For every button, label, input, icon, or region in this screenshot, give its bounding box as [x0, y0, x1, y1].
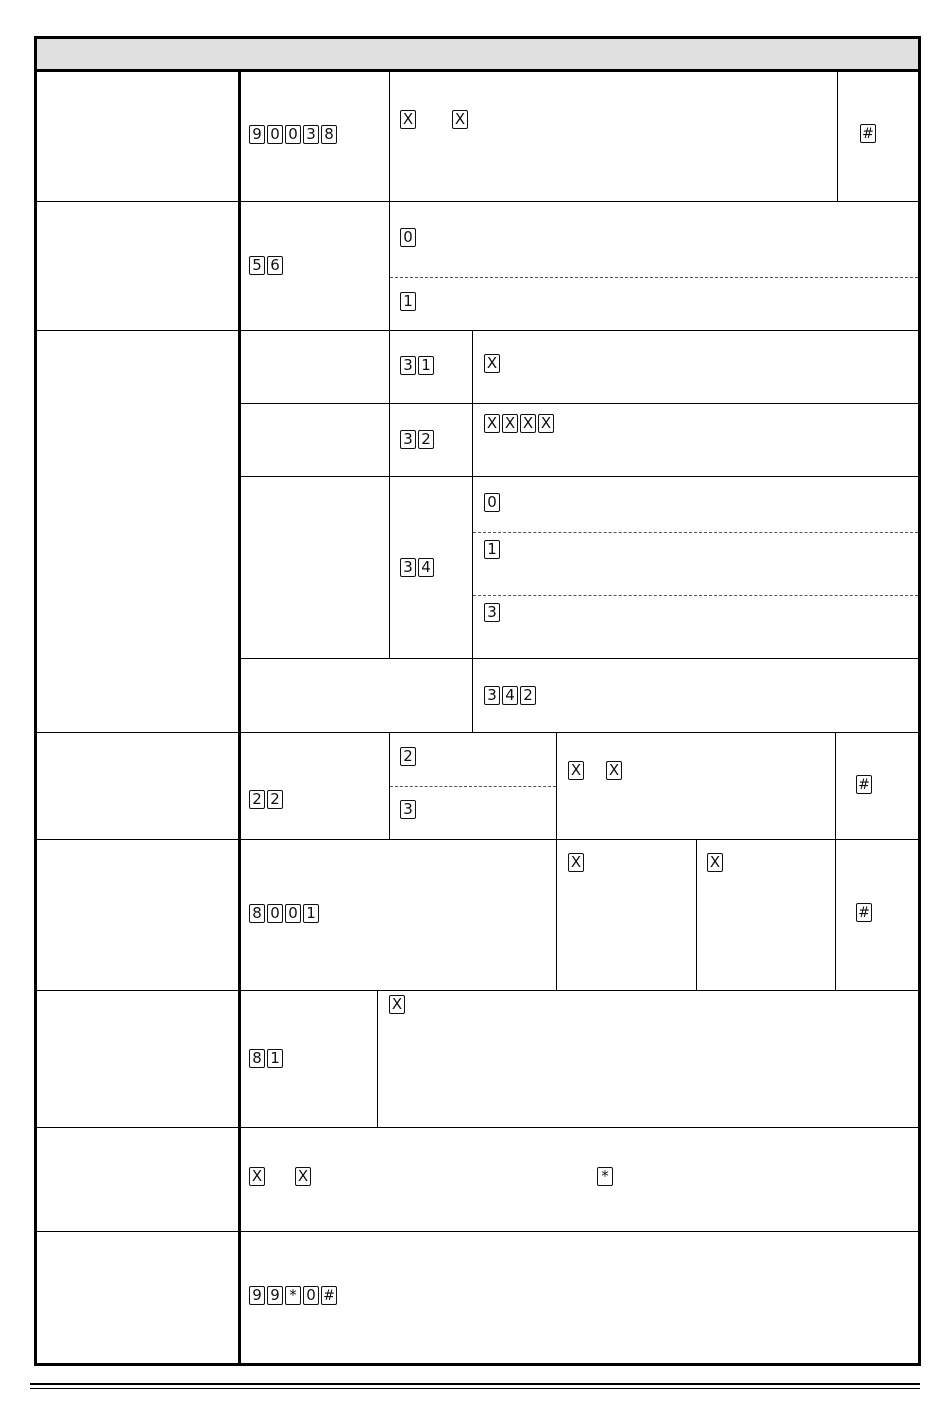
key: X	[502, 414, 518, 433]
key: 4	[418, 558, 434, 577]
key: 3	[400, 430, 416, 449]
subrow-divider	[239, 403, 918, 404]
divider	[389, 69, 390, 202]
key: 9	[249, 1286, 265, 1305]
hash-key: #	[856, 903, 872, 922]
divider	[837, 69, 838, 202]
divider	[696, 840, 697, 990]
row1-terminator	[860, 124, 876, 143]
key: 8	[249, 1049, 265, 1068]
row-divider	[37, 1231, 918, 1232]
key: 3	[484, 603, 500, 622]
row3a-value	[484, 354, 500, 373]
row4-terminator	[856, 775, 872, 794]
star-key: *	[597, 1167, 613, 1186]
hash-key: #	[321, 1286, 337, 1305]
key: 9	[267, 1286, 283, 1305]
row8-code	[249, 1286, 337, 1305]
key: 0	[267, 125, 283, 144]
row3d-code	[484, 686, 536, 705]
row-divider	[37, 990, 918, 991]
row5-terminator	[856, 903, 872, 922]
row3c-code	[400, 558, 434, 577]
row1-value	[400, 110, 468, 129]
key: 5	[249, 256, 265, 275]
subrow-divider	[239, 658, 918, 659]
footer-rule	[30, 1388, 920, 1389]
key: X	[568, 853, 584, 872]
key: 1	[418, 356, 434, 375]
key: 2	[249, 790, 265, 809]
divider	[377, 991, 378, 1127]
key: X	[568, 761, 584, 780]
programming-table	[34, 36, 921, 1366]
row3c-option-0	[484, 493, 500, 512]
table-header-bar	[37, 39, 918, 72]
row-divider	[37, 201, 918, 202]
row3a-code	[400, 356, 434, 375]
key: 1	[303, 904, 319, 923]
key: 0	[484, 493, 500, 512]
key: 0	[285, 125, 301, 144]
key: 0	[303, 1286, 319, 1305]
key: 8	[249, 904, 265, 923]
row4-option-1	[400, 800, 416, 819]
column-divider	[238, 69, 241, 1364]
key: X	[249, 1167, 265, 1186]
key: 9	[249, 125, 265, 144]
key: 1	[267, 1049, 283, 1068]
hash-key: #	[856, 775, 872, 794]
key: 3	[484, 686, 500, 705]
row1-code	[249, 125, 337, 144]
row2-option-0	[400, 228, 416, 247]
key: 1	[484, 540, 500, 559]
option-divider	[390, 277, 918, 278]
key: 0	[267, 904, 283, 923]
row3b-value	[484, 414, 554, 433]
option-divider	[473, 532, 918, 533]
row3b-code	[400, 430, 434, 449]
row-divider	[37, 330, 918, 331]
key: 3	[400, 558, 416, 577]
key: 3	[400, 356, 416, 375]
key: 3	[400, 800, 416, 819]
key: 0	[400, 228, 416, 247]
row2-code	[249, 256, 283, 275]
key: X	[538, 414, 554, 433]
hash-key: #	[860, 124, 876, 143]
key: 4	[502, 686, 518, 705]
row4-value	[568, 761, 622, 780]
key: 6	[267, 256, 283, 275]
footer-rule	[30, 1383, 920, 1385]
key: X	[484, 354, 500, 373]
row3c-option-1	[484, 540, 500, 559]
key: 0	[285, 904, 301, 923]
divider	[556, 733, 557, 990]
row7-value	[249, 1167, 311, 1186]
row4-code	[249, 790, 283, 809]
key: 2	[418, 430, 434, 449]
key: 8	[321, 125, 337, 144]
option-divider	[473, 595, 918, 596]
subrow-divider	[239, 476, 918, 477]
divider	[835, 733, 836, 990]
row-divider	[37, 1127, 918, 1128]
key: X	[606, 761, 622, 780]
row4-option-0	[400, 747, 416, 766]
row7-star	[597, 1167, 613, 1186]
key: X	[400, 110, 416, 129]
star-key: *	[285, 1286, 301, 1305]
key: X	[389, 995, 405, 1014]
row6-code	[249, 1049, 283, 1068]
row3c-option-2	[484, 603, 500, 622]
row5-value-a	[568, 853, 584, 872]
key: 2	[520, 686, 536, 705]
key: X	[707, 853, 723, 872]
divider	[389, 202, 390, 331]
row2-option-1	[400, 292, 416, 311]
key: 2	[400, 747, 416, 766]
row5-code	[249, 904, 319, 923]
key: 3	[303, 125, 319, 144]
divider	[389, 331, 390, 658]
key: X	[295, 1167, 311, 1186]
key: 2	[267, 790, 283, 809]
key: X	[520, 414, 536, 433]
key: 1	[400, 292, 416, 311]
row-divider	[37, 732, 918, 733]
row5-value-b	[707, 853, 723, 872]
row6-value	[389, 995, 405, 1014]
key: X	[452, 110, 468, 129]
option-divider	[390, 786, 556, 787]
row-divider	[37, 839, 918, 840]
key: X	[484, 414, 500, 433]
